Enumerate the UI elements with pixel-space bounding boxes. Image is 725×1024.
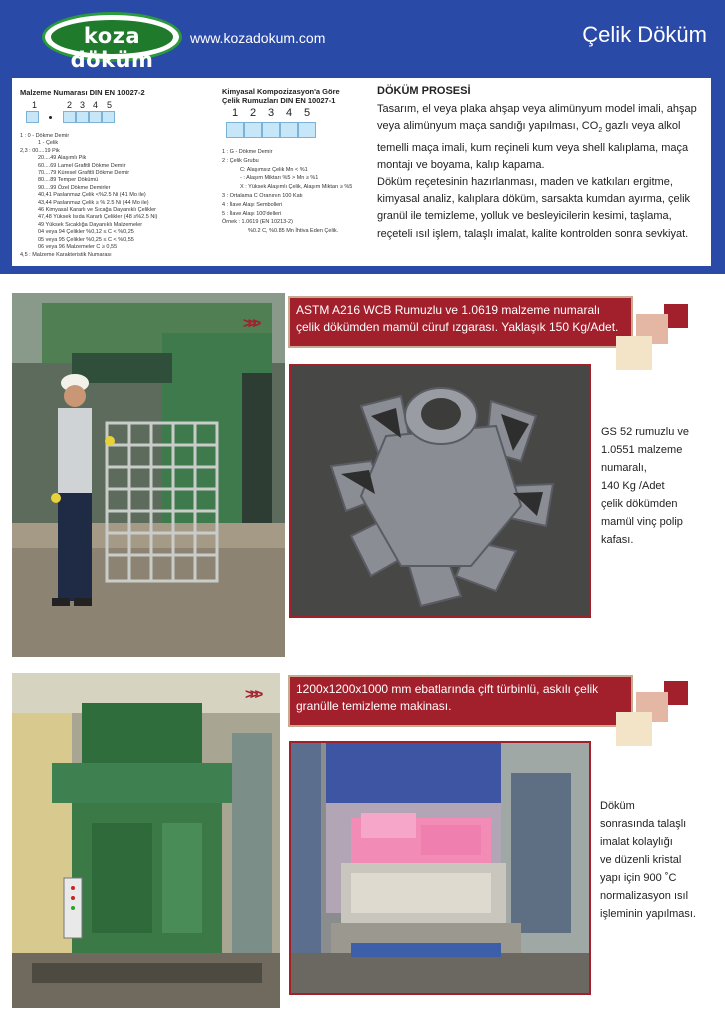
list-item: - : Alaşım Miktarı %5 > Mn ≥ %1 bbox=[240, 175, 319, 182]
code-box-1 bbox=[226, 122, 244, 138]
list-item: 49 Yüksek Sıcaklığa Dayanıklı Malzemeler bbox=[38, 221, 143, 228]
list-item: 05 veya 95 Çelikler %0,25 ≤ C < %0,55 bbox=[38, 236, 134, 243]
process-title: DÖKÜM PROSESİ bbox=[377, 85, 471, 97]
code-box-4 bbox=[280, 122, 298, 138]
digit-box-1 bbox=[26, 111, 39, 123]
list-item: 47,48 Yüksek Isıda Kararlı Çelikler (48 ≥%2.5 Ni) bbox=[38, 214, 158, 221]
koza-dokum-logo[interactable] bbox=[42, 12, 182, 72]
crane-grab-illustration bbox=[291, 366, 589, 616]
crane-grab-caption bbox=[601, 423, 689, 549]
list-item: 70....79 Küresel Grafitli Dökme Demir bbox=[38, 170, 130, 177]
worker-grate-photo bbox=[12, 293, 285, 657]
caption-line: yapı için 900 ˚C bbox=[600, 872, 677, 884]
digit-box-4 bbox=[89, 111, 102, 123]
list-item: Örnek : 1.0619 (EN 10213-2) bbox=[222, 219, 293, 226]
caption-line: 140 Kg /Adet bbox=[601, 480, 665, 492]
list-item: 80....89 Temper Dökümü bbox=[38, 177, 99, 184]
digit-3: 3 bbox=[80, 100, 86, 110]
digit-2: 2 bbox=[67, 100, 73, 110]
caption-line: GS 52 rumuzlu ve bbox=[601, 426, 690, 438]
grate-description-banner bbox=[288, 296, 633, 348]
caption-line: Döküm bbox=[600, 800, 635, 812]
heat-treatment-furnace-photo bbox=[289, 741, 591, 995]
caption-line: normalizasyon ısıl bbox=[600, 890, 689, 902]
decor-square bbox=[616, 712, 652, 746]
list-item: 60....69 Lamel Grafitli Dökme Demir bbox=[38, 162, 126, 169]
list-item: 5 : İlave Alaşı 100'delleri bbox=[222, 210, 282, 217]
caption-line: işleminin yapılması. bbox=[600, 908, 696, 920]
process-paragraph-1: Tasarım, el veya plaka ahşap veya alimünyum model imali, ahşap veya alimünyum maça sandığı yapılması, $CO_2$ gazlı veya alkol temelli maça imali, kum reçineli kum veya shell kalıplama, maça montajı ve boyama, kalıp kapama. bbox=[377, 103, 697, 171]
list-item: 1 : 0 - Dökme Demir bbox=[20, 133, 70, 139]
heat-treatment-caption bbox=[600, 797, 696, 923]
caption-line: ve düzenli kristal bbox=[600, 854, 682, 866]
list-item: 2,3 : 00....19 Pik bbox=[20, 147, 60, 154]
chemical-title-line1: Kimyasal Kompozizasyon'a Göre bbox=[222, 87, 340, 96]
code-digit-1: 1 bbox=[232, 107, 239, 119]
machine-description-banner bbox=[288, 675, 633, 727]
chemical-code-diagram bbox=[222, 107, 322, 139]
caption-line: kafası. bbox=[601, 534, 634, 546]
process-text bbox=[377, 101, 705, 243]
caption-line: çelik dökümden bbox=[601, 498, 678, 510]
list-item: 20....49 Alaşımlı Pik bbox=[38, 155, 87, 162]
separator-dot bbox=[49, 116, 52, 119]
caption-line: 1.0551 malzeme bbox=[601, 444, 683, 456]
arrow-icon: >>> bbox=[243, 315, 258, 332]
list-item: 46 Kimyasal Kararlı ve Sıcağa Dayanıklı Çelikler bbox=[38, 207, 156, 214]
material-numbers-list bbox=[20, 133, 157, 259]
code-digit-5: 5 bbox=[304, 107, 311, 119]
list-item: 90....99 Özel Dökme Demirler bbox=[38, 184, 111, 191]
caption-line: imalat kolaylığı bbox=[600, 836, 673, 848]
code-digit-3: 3 bbox=[268, 107, 275, 119]
list-item: X : Yüksek Alaşımlı Çelik, Alaşım Miktarı ≥ %5 bbox=[240, 184, 353, 191]
caption-line: numaralı, bbox=[601, 462, 647, 474]
shot-blast-machine-photo bbox=[12, 673, 280, 1008]
digit-box-3 bbox=[76, 111, 89, 123]
shot-blast-machine-illustration bbox=[12, 673, 280, 1008]
list-item: 43,44 Paslanmaz Çelik ≥ % 2.5 Ni (44 Mo ile) bbox=[38, 199, 149, 206]
list-item: 04 veya 94 Çelikler %0,12 ≤ C < %0,25 bbox=[38, 229, 134, 236]
decor-square bbox=[616, 336, 652, 370]
list-item: 2 : Çelik Grubu bbox=[222, 157, 259, 164]
list-item: 1 : G - Dökme Demir bbox=[222, 149, 273, 155]
list-item: C: Alaşımsız Çelik Mn < %1 bbox=[240, 166, 308, 173]
list-item: 40,41 Paslanmaz Çelik <%2.5 Ni (41 Mo ile) bbox=[38, 192, 146, 199]
material-number-diagram bbox=[20, 100, 130, 126]
digit-box-5 bbox=[102, 111, 115, 123]
process-paragraph-2: Döküm reçetesinin hazırlanması, maden ve katkıları ergitme, kimyasal analiz, kalıplara döküm, sarsakta kumdan ayırma, çelik granül ile temizleme, yolluk ve besleyicilerin kesimi, taşlama, reçeteli ısıl işlem, talaşlı imalat, kalite kontrolden sonra sevkiyat. bbox=[377, 176, 691, 240]
page-title: Çelik Döküm bbox=[582, 22, 707, 47]
digit-4: 4 bbox=[93, 100, 99, 110]
code-box-3 bbox=[262, 122, 280, 138]
banner-line: ASTM A216 WCB Rumuzlu ve 1.0619 malzeme numaralı bbox=[296, 303, 601, 317]
list-item: 06 veya 96 Malzemeler C ≥ 0,55 bbox=[38, 244, 118, 251]
list-item: 4 : İlave Alaşı Sembolleri bbox=[222, 201, 283, 208]
digit-box-2 bbox=[63, 111, 76, 123]
list-item: 3 : Ortalama C Oranının 100 Katı bbox=[222, 192, 303, 199]
list-item: %0.2 C, %0.85 Mn İhtiva Eden Çelik. bbox=[248, 228, 339, 235]
chemical-composition-list bbox=[222, 148, 352, 236]
banner-line: granülle temizleme makinası. bbox=[296, 699, 452, 713]
logo-text: koza döküm bbox=[70, 24, 154, 72]
chemical-composition-title bbox=[222, 87, 340, 105]
code-box-5 bbox=[298, 122, 316, 138]
list-item: 1 - Çelik bbox=[38, 140, 59, 147]
furnace-illustration bbox=[291, 743, 589, 993]
code-digit-2: 2 bbox=[250, 107, 257, 119]
chemical-title-line2: Çelik Rumuzları DIN EN 10027-1 bbox=[222, 96, 336, 105]
code-box-2 bbox=[244, 122, 262, 138]
website-link[interactable]: www.kozadokum.com bbox=[190, 30, 326, 46]
arrow-icon: >>> bbox=[245, 686, 260, 703]
caption-line: sonrasında talaşlı bbox=[600, 818, 687, 830]
material-numbers-title: Malzeme Numarası DIN EN 10027-2 bbox=[20, 88, 145, 97]
code-digit-4: 4 bbox=[286, 107, 293, 119]
banner-line: çelik dökümden mamül cüruf ızgarası. Yaklaşık 150 Kg/Adet. bbox=[296, 320, 619, 334]
digit-5: 5 bbox=[107, 100, 113, 110]
worker-grate-illustration bbox=[12, 293, 285, 657]
crane-grab-photo bbox=[289, 364, 591, 618]
digit-1: 1 bbox=[32, 100, 38, 110]
caption-line: mamül vinç polip bbox=[601, 516, 683, 528]
banner-line: 1200x1200x1000 mm ebatlarında çift türbinlü, askılı çelik bbox=[296, 682, 599, 696]
list-item: 4,5 : Malzeme Karakteristik Numarası bbox=[20, 251, 112, 258]
